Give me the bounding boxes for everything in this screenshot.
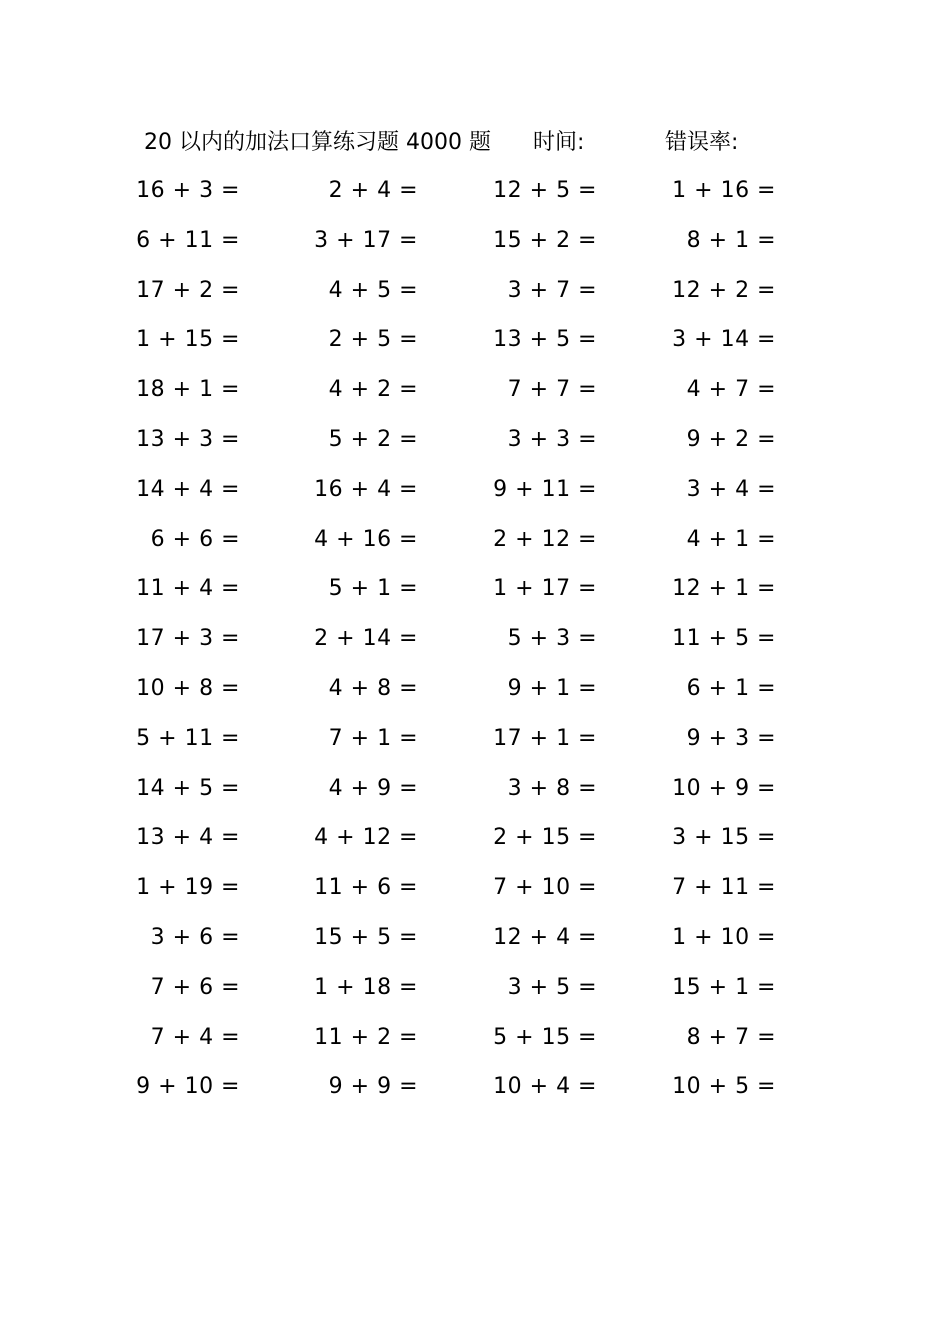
problem-row bbox=[0, 622, 950, 672]
problem-row bbox=[0, 1021, 950, 1071]
math-problem: 15 + 1 = bbox=[672, 974, 776, 1000]
math-problem: 11 + 2 = bbox=[314, 1024, 418, 1050]
math-problem: 14 + 4 = bbox=[136, 476, 240, 502]
math-problem: 4 + 8 = bbox=[328, 675, 418, 701]
problem-row bbox=[0, 672, 950, 722]
math-problem: 10 + 8 = bbox=[136, 675, 240, 701]
math-problem: 1 + 19 = bbox=[136, 875, 240, 901]
problem-row bbox=[0, 323, 950, 373]
math-problem: 5 + 3 = bbox=[507, 626, 597, 652]
math-problem: 5 + 11 = bbox=[136, 725, 240, 751]
math-problem: 12 + 1 = bbox=[672, 576, 776, 602]
math-problem: 2 + 14 = bbox=[314, 626, 418, 652]
math-problem: 1 + 17 = bbox=[493, 576, 597, 602]
problem-row bbox=[0, 373, 950, 423]
math-problem: 16 + 4 = bbox=[314, 476, 418, 502]
math-problem: 11 + 4 = bbox=[136, 576, 240, 602]
math-problem: 13 + 5 = bbox=[493, 327, 597, 353]
math-problem: 3 + 7 = bbox=[507, 277, 597, 303]
error-rate-label: 错误率: bbox=[665, 130, 739, 155]
math-problem: 4 + 9 = bbox=[328, 775, 418, 801]
math-problem: 15 + 2 = bbox=[493, 227, 597, 253]
problem-row bbox=[0, 722, 950, 772]
math-problem: 1 + 10 = bbox=[672, 924, 776, 950]
math-problem: 9 + 9 = bbox=[328, 1074, 418, 1100]
math-problem: 17 + 1 = bbox=[493, 725, 597, 751]
math-problem: 9 + 3 = bbox=[686, 725, 776, 751]
problem-row bbox=[0, 423, 950, 473]
math-problem: 4 + 16 = bbox=[314, 526, 418, 552]
problem-grid bbox=[0, 174, 950, 1120]
math-problem: 1 + 18 = bbox=[314, 974, 418, 1000]
math-problem: 13 + 3 = bbox=[136, 426, 240, 452]
math-problem: 5 + 15 = bbox=[493, 1024, 597, 1050]
math-problem: 3 + 8 = bbox=[507, 775, 597, 801]
math-problem: 14 + 5 = bbox=[136, 775, 240, 801]
problem-row bbox=[0, 971, 950, 1021]
math-problem: 3 + 3 = bbox=[507, 426, 597, 452]
math-problem: 12 + 4 = bbox=[493, 924, 597, 950]
math-problem: 6 + 6 = bbox=[150, 526, 240, 552]
math-problem: 16 + 3 = bbox=[136, 178, 240, 203]
page-title: 20 以内的加法口算练习题 4000 题 bbox=[144, 130, 491, 155]
math-problem: 3 + 4 = bbox=[686, 476, 776, 502]
math-problem: 17 + 2 = bbox=[136, 277, 240, 303]
math-problem: 10 + 4 = bbox=[493, 1074, 597, 1100]
math-problem: 7 + 6 = bbox=[150, 974, 240, 1000]
math-problem: 2 + 15 = bbox=[493, 825, 597, 851]
math-problem: 1 + 16 = bbox=[672, 178, 776, 203]
math-problem: 6 + 11 = bbox=[136, 227, 240, 253]
math-problem: 5 + 1 = bbox=[328, 576, 418, 602]
math-problem: 7 + 11 = bbox=[672, 875, 776, 901]
math-problem: 7 + 4 = bbox=[150, 1024, 240, 1050]
math-problem: 4 + 5 = bbox=[328, 277, 418, 303]
math-problem: 8 + 7 = bbox=[686, 1024, 776, 1050]
math-problem: 12 + 2 = bbox=[672, 277, 776, 303]
problem-row bbox=[0, 174, 950, 224]
math-problem: 3 + 6 = bbox=[150, 924, 240, 950]
math-problem: 7 + 10 = bbox=[493, 875, 597, 901]
problem-row bbox=[0, 523, 950, 573]
math-problem: 8 + 1 = bbox=[686, 227, 776, 253]
problem-row bbox=[0, 572, 950, 622]
math-problem: 4 + 1 = bbox=[686, 526, 776, 552]
math-problem: 9 + 11 = bbox=[493, 476, 597, 502]
math-problem: 4 + 7 = bbox=[686, 377, 776, 403]
math-problem: 12 + 5 = bbox=[493, 178, 597, 203]
math-problem: 11 + 6 = bbox=[314, 875, 418, 901]
problem-row bbox=[0, 871, 950, 921]
math-problem: 7 + 7 = bbox=[507, 377, 597, 403]
math-problem: 2 + 4 = bbox=[328, 178, 418, 203]
problem-row bbox=[0, 821, 950, 871]
problem-row bbox=[0, 921, 950, 971]
problem-row bbox=[0, 473, 950, 523]
math-problem: 4 + 12 = bbox=[314, 825, 418, 851]
problem-row bbox=[0, 274, 950, 324]
math-problem: 2 + 12 = bbox=[493, 526, 597, 552]
math-problem: 15 + 5 = bbox=[314, 924, 418, 950]
math-problem: 3 + 14 = bbox=[672, 327, 776, 353]
problem-row bbox=[0, 772, 950, 822]
math-problem: 2 + 5 = bbox=[328, 327, 418, 353]
math-problem: 10 + 9 = bbox=[672, 775, 776, 801]
math-problem: 10 + 5 = bbox=[672, 1074, 776, 1100]
math-problem: 13 + 4 = bbox=[136, 825, 240, 851]
math-problem: 6 + 1 = bbox=[686, 675, 776, 701]
math-problem: 3 + 5 = bbox=[507, 974, 597, 1000]
math-problem: 3 + 15 = bbox=[672, 825, 776, 851]
math-problem: 1 + 15 = bbox=[136, 327, 240, 353]
problem-row bbox=[0, 1070, 950, 1120]
math-problem: 18 + 1 = bbox=[136, 377, 240, 403]
math-problem: 9 + 10 = bbox=[136, 1074, 240, 1100]
page-header bbox=[144, 127, 844, 159]
math-problem: 4 + 2 = bbox=[328, 377, 418, 403]
math-problem: 9 + 1 = bbox=[507, 675, 597, 701]
math-problem: 3 + 17 = bbox=[314, 227, 418, 253]
time-label: 时间: bbox=[533, 130, 585, 155]
math-problem: 5 + 2 = bbox=[328, 426, 418, 452]
problem-row bbox=[0, 224, 950, 274]
math-problem: 9 + 2 = bbox=[686, 426, 776, 452]
math-problem: 17 + 3 = bbox=[136, 626, 240, 652]
math-problem: 11 + 5 = bbox=[672, 626, 776, 652]
math-problem: 7 + 1 = bbox=[328, 725, 418, 751]
